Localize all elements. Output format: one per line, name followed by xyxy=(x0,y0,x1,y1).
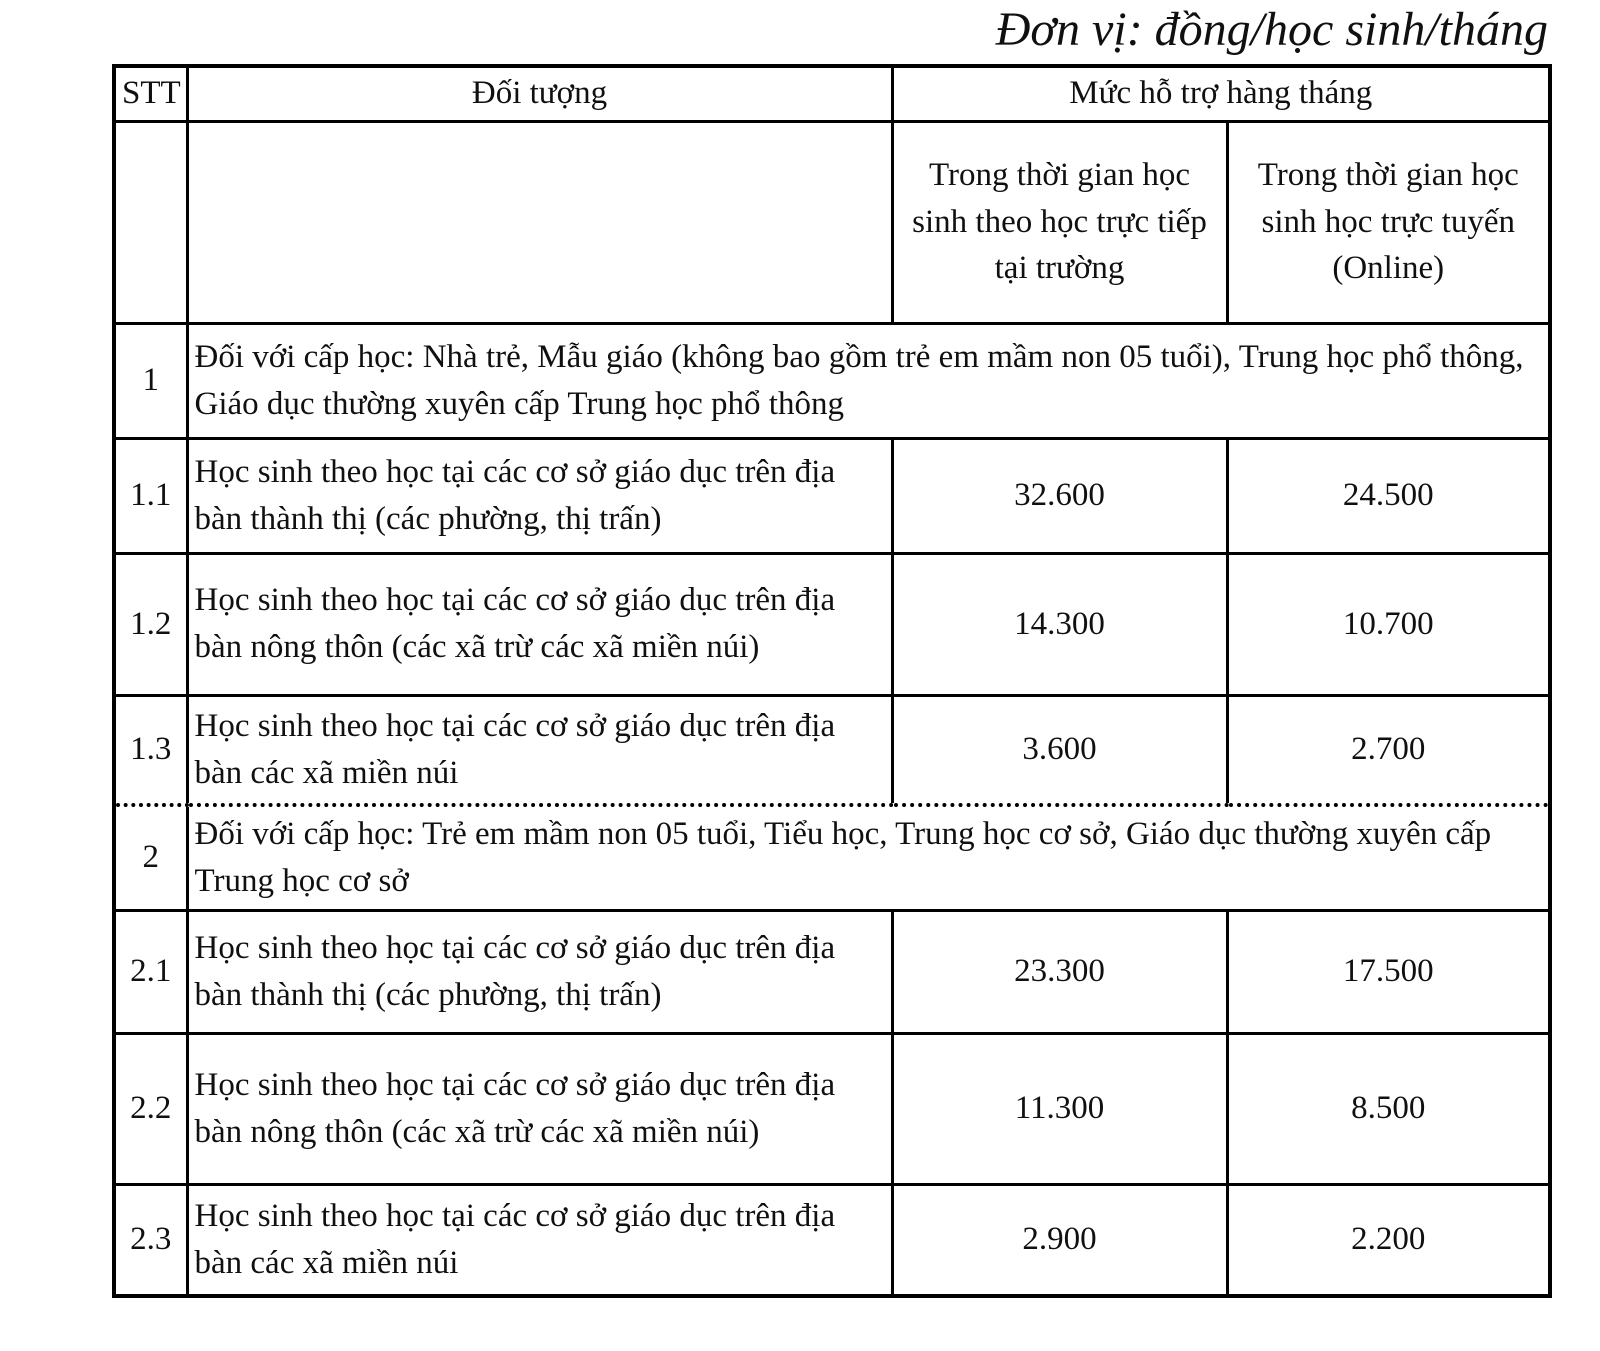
table-row-2-1 xyxy=(114,910,1550,1033)
category-row-2 xyxy=(114,805,1550,910)
header-support: Mức hỗ trợ hàng tháng xyxy=(892,66,1550,121)
row-in-person-value: 32.600 xyxy=(892,438,1227,553)
header-row-main xyxy=(114,66,1550,121)
row-online-value: 17.500 xyxy=(1227,910,1550,1033)
header-stt: STT xyxy=(114,66,187,121)
row-online-value: 8.500 xyxy=(1227,1033,1550,1184)
row-subject: Học sinh theo học tại các cơ sở giáo dục trên địa bàn nông thôn (các xã trừ các xã miền núi) xyxy=(187,1033,892,1184)
header-online: Trong thời gian học sinh học trực tuyến (Online) xyxy=(1227,121,1550,323)
row-online-value: 2.700 xyxy=(1227,695,1550,805)
row-online-value: 2.200 xyxy=(1227,1184,1550,1296)
row-subject: Học sinh theo học tại các cơ sở giáo dục trên địa bàn thành thị (các phường, thị trấn) xyxy=(187,910,892,1033)
row-no: 2.3 xyxy=(114,1184,187,1296)
support-table xyxy=(112,64,1552,1298)
row-subject: Học sinh theo học tại các cơ sở giáo dục trên địa bàn thành thị (các phường, thị trấn) xyxy=(187,438,892,553)
table-row-2-2 xyxy=(114,1033,1550,1184)
header-stt-empty xyxy=(114,121,187,323)
row-in-person-value: 2.900 xyxy=(892,1184,1227,1296)
row-no: 2.1 xyxy=(114,910,187,1033)
header-in-person: Trong thời gian học sinh theo học trực tiếp tại trường xyxy=(892,121,1227,323)
table-row-1-1 xyxy=(114,438,1550,553)
row-in-person-value: 14.300 xyxy=(892,553,1227,695)
header-row-sub xyxy=(114,121,1550,323)
row-no: 1.1 xyxy=(114,438,187,553)
row-subject: Học sinh theo học tại các cơ sở giáo dục trên địa bàn nông thôn (các xã trừ các xã miền núi) xyxy=(187,553,892,695)
row-online-value: 24.500 xyxy=(1227,438,1550,553)
row-no: 1.3 xyxy=(114,695,187,805)
category-text: Đối với cấp học: Trẻ em mầm non 05 tuổi, Tiểu học, Trung học cơ sở, Giáo dục thường xuyên cấp Trung học cơ sở xyxy=(187,805,1550,910)
unit-note: Đơn vị: đồng/học sinh/tháng xyxy=(995,3,1548,56)
table-row-2-3 xyxy=(114,1184,1550,1296)
row-no: 1 xyxy=(114,323,187,438)
header-subject: Đối tượng xyxy=(187,66,892,121)
row-no: 2 xyxy=(114,805,187,910)
row-in-person-value: 3.600 xyxy=(892,695,1227,805)
table-row-1-2 xyxy=(114,553,1550,695)
row-in-person-value: 11.300 xyxy=(892,1033,1227,1184)
header-subject-empty xyxy=(187,121,892,323)
row-no: 1.2 xyxy=(114,553,187,695)
category-row-1 xyxy=(114,323,1550,438)
row-subject: Học sinh theo học tại các cơ sở giáo dục trên địa bàn các xã miền núi xyxy=(187,1184,892,1296)
row-in-person-value: 23.300 xyxy=(892,910,1227,1033)
category-text: Đối với cấp học: Nhà trẻ, Mẫu giáo (không bao gồm trẻ em mầm non 05 tuổi), Trung học phổ thông, Giáo dục thường xuyên cấp Trung học phổ thông xyxy=(187,323,1550,438)
row-online-value: 10.700 xyxy=(1227,553,1550,695)
support-table-container xyxy=(112,64,1548,1298)
row-no: 2.2 xyxy=(114,1033,187,1184)
row-subject: Học sinh theo học tại các cơ sở giáo dục trên địa bàn các xã miền núi xyxy=(187,695,892,805)
table-row-1-3 xyxy=(114,695,1550,805)
